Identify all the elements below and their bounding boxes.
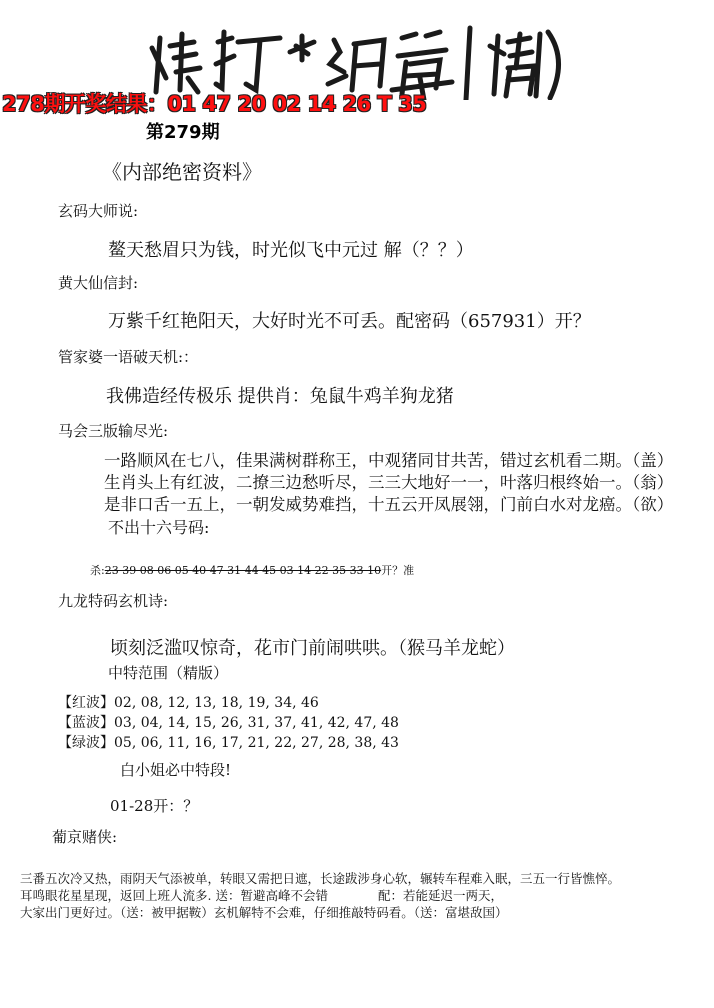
master-verse: 鳌天愁眉只为钱，时光似飞中元过 解（？？）	[108, 240, 474, 261]
immortal-verse: 万紫千红艳阳天，大好时光不可丢。配密码（657931）开？	[108, 311, 591, 332]
blue-wave-row	[58, 712, 399, 732]
immortal-label: 黄大仙信封:	[58, 274, 139, 292]
range-open-line: 01-28开：？	[110, 797, 199, 815]
gambler-line: 耳鸣眼花星星现，返回上班人流多. 送：暂避高峰不会错 配：若能延迟一两天，	[20, 888, 503, 903]
kill-list: 23 39 08 06 05 40 47 31 44 45 03 14 22 35 33 10	[104, 564, 382, 577]
green-wave-row	[58, 732, 399, 752]
miss-bai-line: 白小姐必中特段!	[120, 761, 232, 779]
jiulong-verse: 顷刻泛滥叹惊奇，花市门前闹哄哄。（猴马羊龙蛇）	[110, 638, 515, 659]
poem-line: 一路顺风在七八，佳果满树群称王，中观猪同甘共苦，错过玄机看二期。（盖）	[104, 451, 674, 470]
red-wave-row	[58, 692, 319, 712]
document-title: 《内部绝密资料》	[102, 160, 262, 184]
housekeeper-label: 管家婆一语破天机:：	[58, 348, 199, 366]
kill-numbers	[90, 562, 414, 578]
master-label: 玄码大师说:	[58, 202, 139, 220]
macau-label: 马会三版输尽光:	[58, 422, 169, 440]
wave-tag: 【绿波】	[58, 735, 114, 751]
poem-line: 生肖头上有红波，二撩三边愁听尽，三三大地好一一，叶落归根终始一。（翁）	[104, 473, 674, 492]
wave-numbers: 02, 08, 12, 13, 18, 19, 34, 46	[114, 695, 319, 711]
range-label: 中特范围（精版）	[108, 664, 229, 682]
kill-prefix: 杀:	[90, 564, 105, 577]
lottery-result: 278期开奖结果：01 47 20 02 14 26 T 35	[2, 92, 427, 116]
gambler-text	[20, 870, 620, 921]
calligraphy-title	[140, 8, 570, 100]
wave-tag: 【红波】	[58, 695, 114, 711]
jiulong-label: 九龙特码玄机诗:	[58, 592, 169, 610]
macau-poem	[104, 450, 673, 516]
poem-line: 是非口舌一五上，一朝发威势难挡，十五云开凤展翎，门前白水对龙癌。（欲）	[104, 495, 674, 514]
gambler-line: 三番五次冷又热，雨阴天气添被单，转眼又需把日遮，长途跋涉身心软，辗转车程难入眠，三五一行皆憔悴。	[20, 871, 621, 886]
gambler-label: 葡京赌侠:	[52, 828, 118, 846]
housekeeper-verse: 我佛造经传极乐 提供肖：兔鼠牛鸡羊狗龙猪	[106, 386, 454, 407]
kill-suffix: 开？准	[381, 564, 415, 577]
gambler-line: 大家出门更好过。（送：被甲据鞍）玄机解特不会难，仔细推敲特码看。（送：富堪敌国）	[20, 905, 508, 920]
wave-tag: 【蓝波】	[58, 715, 114, 731]
issue-number: 第279期	[146, 122, 220, 143]
wave-numbers: 03, 04, 14, 15, 26, 31, 37, 41, 42, 47, 48	[114, 715, 399, 731]
wave-numbers: 05, 06, 11, 16, 17, 21, 22, 27, 28, 38, 43	[114, 735, 399, 751]
no-16-label: 不出十六号码:	[108, 518, 210, 537]
